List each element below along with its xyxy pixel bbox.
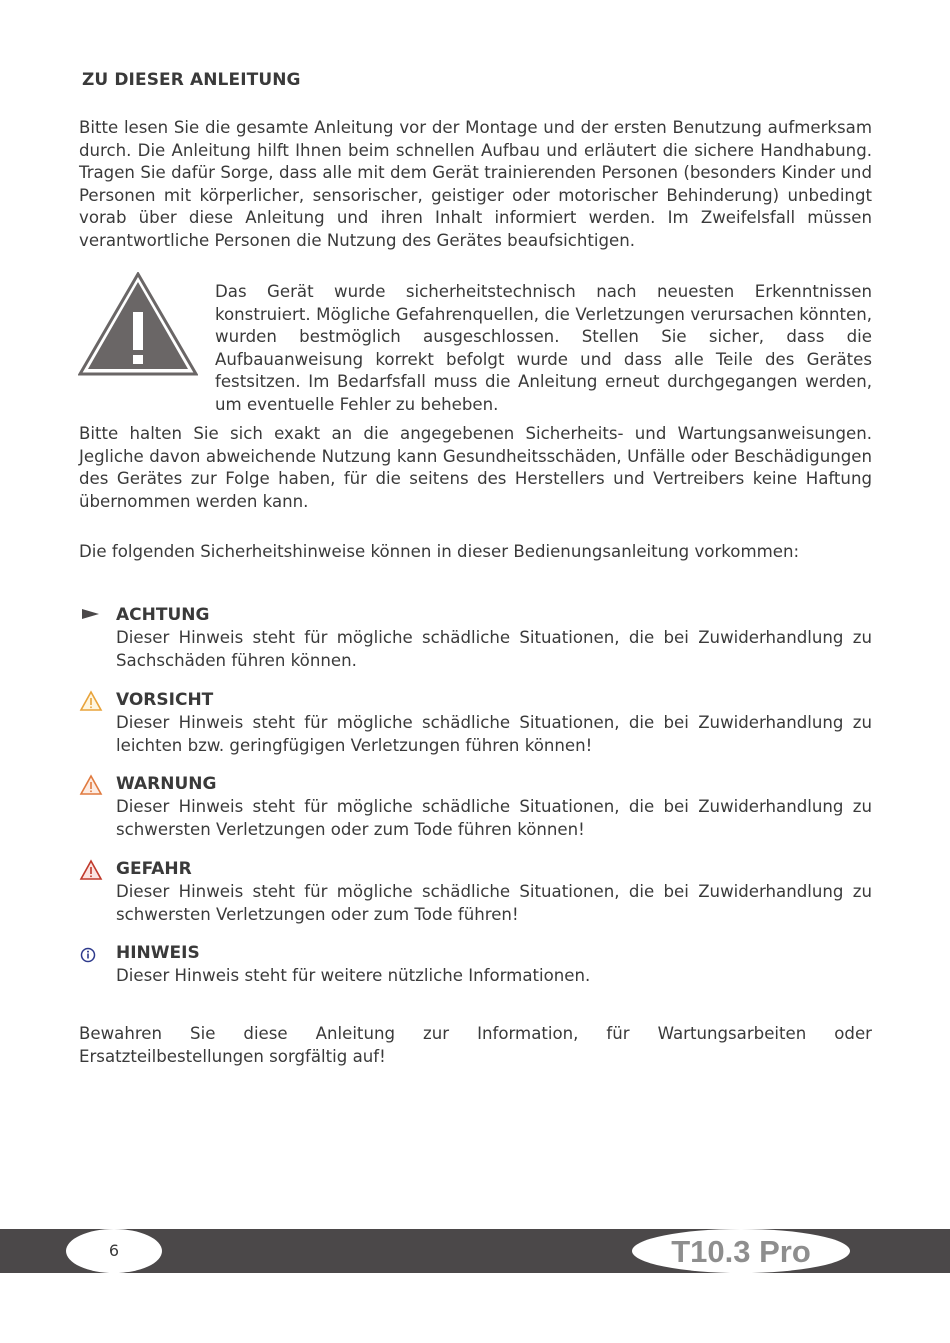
warning-icon bbox=[79, 774, 103, 796]
large-warning-icon bbox=[78, 272, 198, 376]
info-icon bbox=[79, 943, 103, 965]
model-name: T10.3 Pro bbox=[632, 1229, 850, 1273]
notice-text: Dieser Hinweis steht für mögliche schädliche Situationen, die bei Zuwiderhandlung zu schwersten Verletzungen oder zum Tode führen! bbox=[116, 882, 872, 924]
notice-title: VORSICHT bbox=[116, 690, 214, 710]
notice-text: Dieser Hinweis steht für mögliche schädliche Situationen, die bei Zuwiderhandlung zu Sachschäden führen können. bbox=[116, 628, 872, 670]
notice-text: Dieser Hinweis steht für mögliche schädliche Situationen, die bei Zuwiderhandlung zu leichten bzw. geringfügigen Verletzungen führen können! bbox=[116, 713, 872, 755]
closing-paragraph: Bewahren Sie diese Anleitung zur Information, für Wartungsarbeiten oder Ersatzteilbestellungen sorgfältig auf! bbox=[79, 1024, 872, 1066]
notice-title: WARNUNG bbox=[116, 774, 217, 794]
intro-paragraph: Bitte lesen Sie die gesamte Anleitung vor der Montage und der ersten Benutzung aufmerksam durch. Die Anleitung hilft Ihnen beim schnellen Aufbau und erläutert die sichere Handhabung. Tragen Sie dafür Sorge, dass alle mit dem Gerät trainierenden Personen (besonders Kinder und Personen mit körperlicher, sensorischer, geistiger oder motorischer Behinderung) unbedingt vorab über diese Anleitung und ihren Inhalt informiert werden. Im Zweifelsfall müssen verantwortliche Personen die Nutzung des Gerätes beaufsichtigen. bbox=[79, 118, 872, 250]
notice-text: Dieser Hinweis steht für weitere nützliche Informationen. bbox=[116, 966, 591, 985]
notice-text: Dieser Hinweis steht für mögliche schädliche Situationen, die bei Zuwiderhandlung zu schwersten Verletzungen oder zum Tode führen können! bbox=[116, 797, 872, 839]
notice-title: ACHTUNG bbox=[116, 605, 210, 625]
compliance-paragraph: Bitte halten Sie sich exakt an die angegebenen Sicherheits- und Wartungsanweisungen. Jegliche davon abweichende Nutzung kann Gesundheitsschäden, Unfälle oder Beschädigungen des Gerätes zur Folge haben, für die seitens des Herstellers und Vertreibers keine Haftung übernommen werden kann. bbox=[79, 424, 872, 511]
page-number: 6 bbox=[66, 1229, 162, 1273]
notices-intro: Die folgenden Sicherheitshinweise können in dieser Bedienungsanleitung vorkommen: bbox=[79, 542, 800, 561]
safety-note-paragraph: Das Gerät wurde sicherheitstechnisch nach neuesten Erkenntnissen konstruiert. Mögliche Gefahrenquellen, die Verletzungen verursachen könnten, wurden bestmöglich ausgeschlossen. Stellen Sie sicher, dass die Aufbauanweisung korrekt befolgt wurde und dass alle Teile des Gerätes festsitzen. Im Bedarfsfall muss die Anleitung erneut durchgegangen werden, um eventuelle Fehler zu beheben. bbox=[215, 282, 872, 414]
notice-title: GEFAHR bbox=[116, 859, 192, 879]
section-heading: ZU DIESER ANLEITUNG bbox=[82, 70, 301, 90]
danger-icon bbox=[79, 859, 103, 881]
notice-title: HINWEIS bbox=[116, 943, 200, 963]
arrow-icon bbox=[79, 605, 103, 627]
caution-icon bbox=[79, 690, 103, 712]
